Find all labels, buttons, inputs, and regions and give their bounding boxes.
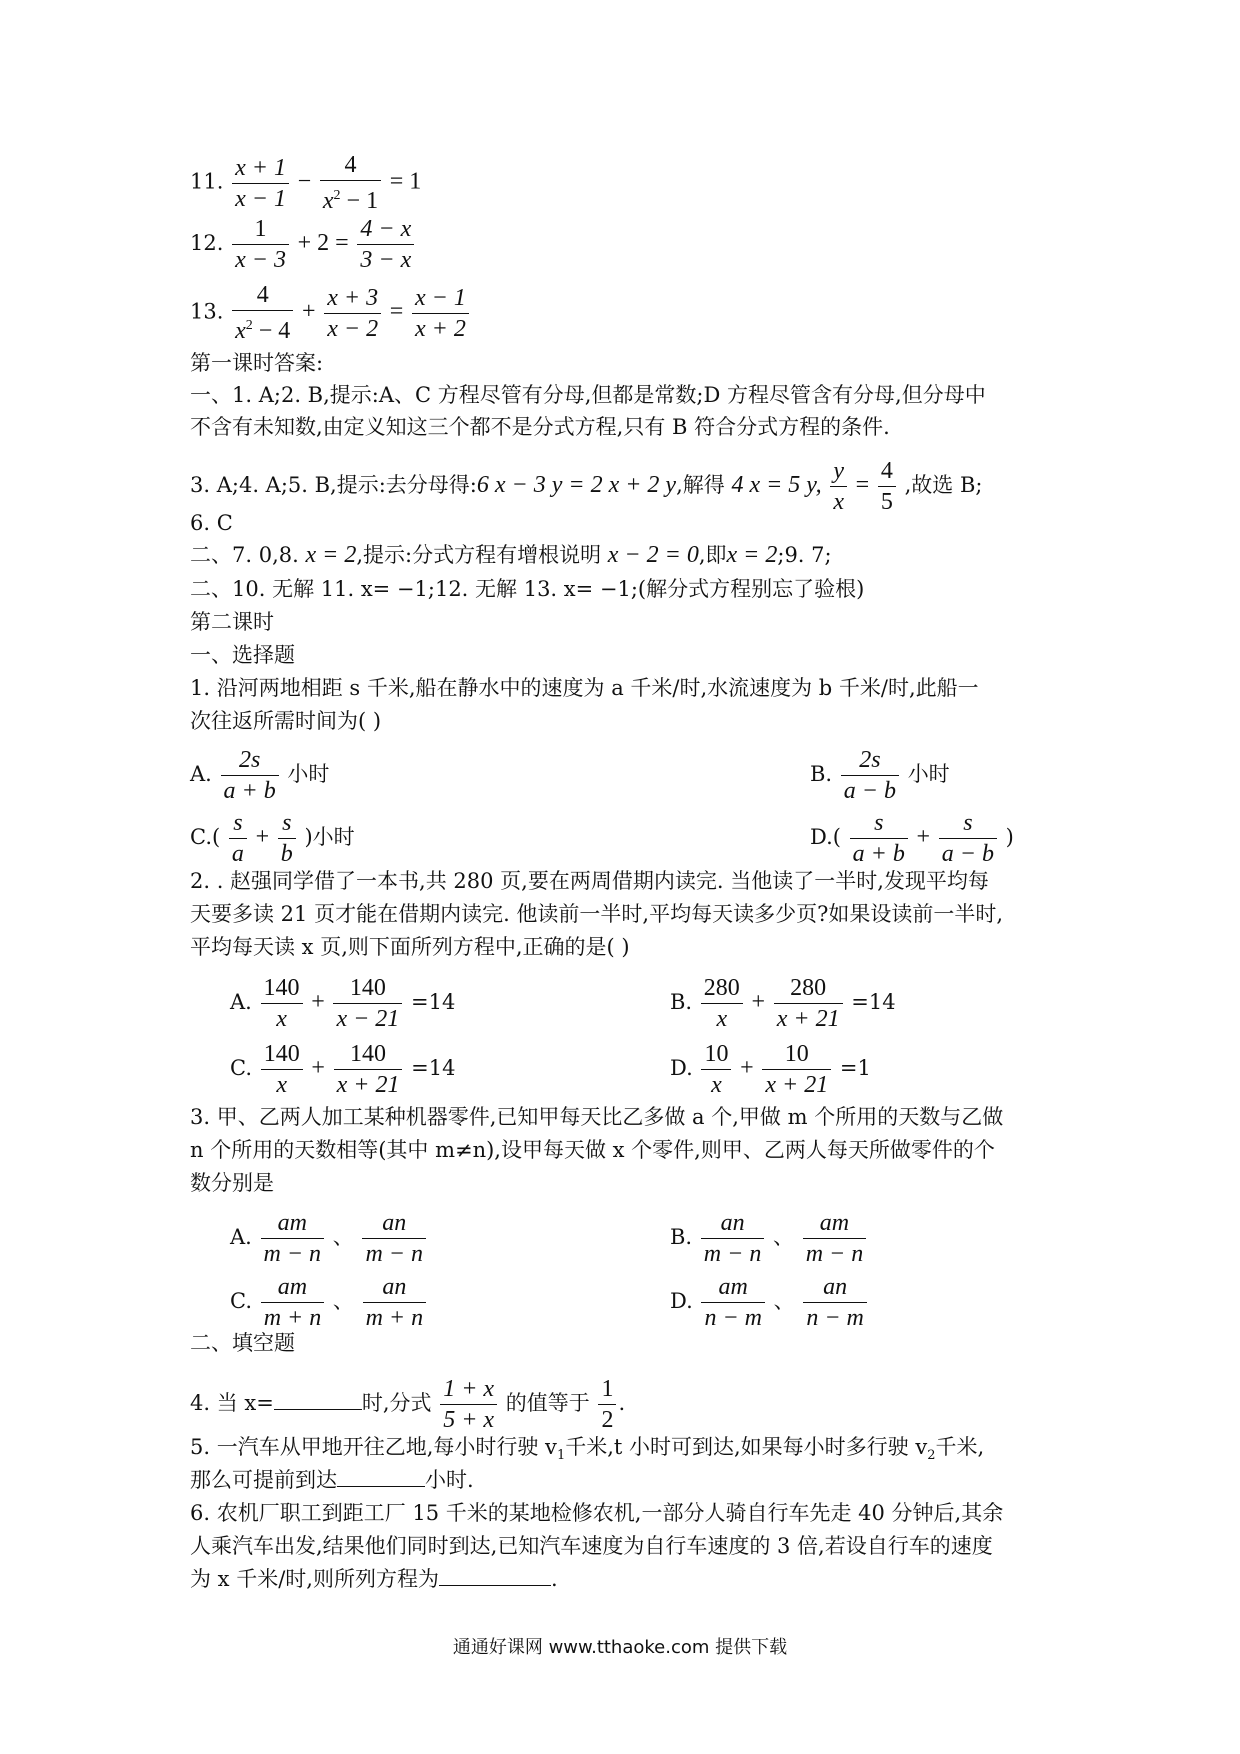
fraction: $\frac{4}{x^2 - 4}$ — [232, 280, 293, 346]
fraction: $\frac{s}{a}$ — [229, 808, 247, 869]
fraction: $\frac{am}{m + n}$ — [261, 1272, 325, 1333]
problem-number: 12. — [190, 231, 224, 255]
answers-title: 第一课时答案: — [190, 351, 324, 375]
fraction: $\frac{1}{x - 3}$ — [232, 214, 289, 275]
question-2-options-cd: C. $\frac{140}{x}$ + $\frac{140}{x + 21}$ =14 D. $\frac{10}{x}$ + $\frac{10}{x + 21}$ =1 — [230, 1041, 871, 1098]
fraction: $\frac{x - 1}{x + 2}$ — [412, 283, 469, 344]
fraction: $\frac{an}{n - m}$ — [803, 1272, 867, 1333]
question-6-line3: 为 x 千米/时,则所列方程为 . — [190, 1567, 558, 1591]
fraction: $\frac{280}{x + 21}$ — [774, 973, 843, 1034]
question-3-options-ab: A. $\frac{am}{m - n}$ 、 $\frac{an}{m - n}$ B. $\frac{an}{m - n}$ 、 $\frac{am}{m - n}$ — [230, 1208, 428, 1269]
question-1-options-cd: C.( $\frac{s}{a}$ + $\frac{s}{b}$ )小时 D.( $\frac{s}{a + b}$ + $\frac{s}{a - b}$ ) — [190, 810, 1014, 867]
question-4: 4. 当 x= 时,分式 $\frac{1 + x}{5 + x}$ 的值等于 $\frac{1}{2}$ . — [190, 1376, 626, 1433]
question-5-line1: 5. 一汽车从甲地开往乙地,每小时行驶 $v_1$千米,t 小时可到达,如果每小时多行驶 $v_2$千米, — [190, 1435, 985, 1464]
question-6-text: 人乘汽车出发,结果他们同时到达,已知汽车速度为自行车速度的 3 倍,若设自行车的速度 — [190, 1534, 993, 1558]
fraction: $\frac{140}{x}$ — [261, 973, 303, 1034]
fraction: $\frac{an}{m - n}$ — [701, 1208, 765, 1269]
fraction: $\frac{4 - x}{3 - x}$ — [357, 214, 414, 275]
question-2-text: 平均每天读 x 页,则下面所列方程中,正确的是( ) — [190, 935, 630, 959]
fraction: $\frac{an}{m + n}$ — [363, 1272, 427, 1333]
question-1-text: 1. 沿河两地相距 s 千米,船在静水中的速度为 a 千米/时,水流速度为 b 千米/时,此船一 — [190, 676, 979, 700]
answer-blank[interactable] — [274, 1389, 362, 1410]
answer-blank[interactable] — [337, 1466, 425, 1487]
fraction: $\frac{am}{m - n}$ — [261, 1208, 325, 1269]
question-2-text: 天要多读 21 页才能在借期内读完. 他读前一半时,平均每天读多少页?如果设读前一半时, — [190, 902, 1004, 926]
fraction: $\frac{4}{5}$ — [878, 456, 896, 517]
section-title: 二、填空题 — [190, 1331, 295, 1355]
answer-line: 一、1. A;2. B,提示:A、C 方程尽管有分母,但都是常数;D 方程尽管含有分母,但分母中 — [190, 383, 986, 407]
fraction: $\frac{s}{a - b}$ — [939, 808, 997, 869]
fraction: $\frac{4}{x^2 - 1}$ — [320, 150, 381, 216]
question-3-text: 3. 甲、乙两人加工某种机器零件,已知甲每天比乙多做 a 个,甲做 m 个所用的天数与乙做 — [190, 1105, 1004, 1129]
fraction: $\frac{2s}{a + b}$ — [221, 745, 279, 806]
fraction: $\frac{140}{x}$ — [261, 1039, 303, 1100]
problem-number: 13. — [190, 299, 224, 324]
fraction: $\frac{140}{x - 21}$ — [333, 973, 402, 1034]
fraction: $\frac{s}{a + b}$ — [850, 808, 908, 869]
lesson-title: 第二课时 — [190, 610, 274, 634]
problem-12: 12. $\frac{1}{x - 3}$ + 2 = $\frac{4 - x}{3 - x}$ — [190, 214, 416, 275]
fraction: $\frac{10}{x + 21}$ — [762, 1039, 831, 1100]
question-3-text: 数分别是 — [190, 1171, 274, 1195]
fraction: $\frac{1 + x}{5 + x}$ — [440, 1374, 497, 1435]
question-2-text: 2. . 赵强同学借了一本书,共 280 页,要在两周借期内读完. 当他读了一半时,发现平均每 — [190, 869, 989, 893]
question-3-text: n 个所用的天数相等(其中 m≠n),设甲每天做 x 个零件,则甲、乙两人每天所做零件的个 — [190, 1138, 995, 1162]
question-3-options-cd: C. $\frac{am}{m + n}$ 、 $\frac{an}{m + n}$ D. $\frac{am}{n - m}$ 、 $\frac{an}{n - m}$ — [230, 1272, 428, 1333]
section-title: 一、选择题 — [190, 643, 295, 667]
problem-13: 13. $\frac{4}{x^2 - 4}$ + $\frac{x + 3}{x - 2}$ = $\frac{x - 1}{x + 2}$ — [190, 280, 471, 346]
answer-blank[interactable] — [439, 1565, 551, 1586]
fraction: $\frac{an}{m - n}$ — [362, 1208, 426, 1269]
question-6-text: 6. 农机厂职工到距工厂 15 千米的某地检修农机,一部分人骑自行车先走 40 分钟后,其余 — [190, 1501, 1004, 1525]
fraction: $\frac{x + 3}{x - 2}$ — [324, 283, 381, 344]
footer: 通通好课网 www.tthaoke.com 提供下载 — [452, 1637, 788, 1658]
problem-number: 11. — [190, 169, 224, 194]
fraction: $\frac{am}{m - n}$ — [803, 1208, 867, 1269]
question-1-text: 次往返所需时间为( ) — [190, 709, 382, 733]
fraction: $\frac{140}{x + 21}$ — [334, 1039, 403, 1100]
fraction: $\frac{1}{2}$ — [598, 1374, 616, 1435]
answer-line: 6. C — [190, 511, 233, 535]
answer-line: 二、10. 无解 11. x= −1;12. 无解 13. x= −1;(解分式方程别忘了验根) — [190, 577, 865, 601]
question-5-line2: 那么可提前到达 小时. — [190, 1468, 474, 1492]
question-1-options-ab: A. $\frac{2s}{a + b}$ 小时 B. $\frac{2s}{a - b}$ 小时 — [190, 747, 950, 804]
answer-line-3: 3. A;4. A;5. B,提示:去分母得:6 x − 3 y = 2 x + 2 y,解得 4 x = 5 y, $\frac{y}{x}$ = $\frac{4}{5}$ ,故选 B; — [190, 458, 983, 515]
fraction: $\frac{am}{n - m}$ — [701, 1272, 765, 1333]
answer-line-7: 二、7. 0,8. x = 2,提示:分式方程有增根说明 x − 2 = 0,即x = 2;9. 7; — [190, 542, 832, 568]
problem-11: 11. $\frac{x + 1}{x - 1}$ − $\frac{4}{x^2 - 1}$ = 1 — [190, 152, 422, 214]
fraction: $\frac{10}{x}$ — [701, 1039, 731, 1100]
fraction: $\frac{x + 1}{x - 1}$ — [232, 153, 289, 214]
fraction: $\frac{2s}{a - b}$ — [841, 745, 899, 806]
question-2-options-ab: A. $\frac{140}{x}$ + $\frac{140}{x - 21}$ =14 B. $\frac{280}{x}$ + $\frac{280}{x + 21}$ =14 — [230, 975, 896, 1032]
fraction: $\frac{y}{x}$ — [830, 456, 847, 517]
fraction: $\frac{s}{b}$ — [278, 808, 296, 869]
fraction: $\frac{280}{x}$ — [701, 973, 743, 1034]
answer-line: 不含有未知数,由定义知这三个都不是分式方程,只有 B 符合分式方程的条件. — [190, 415, 890, 439]
